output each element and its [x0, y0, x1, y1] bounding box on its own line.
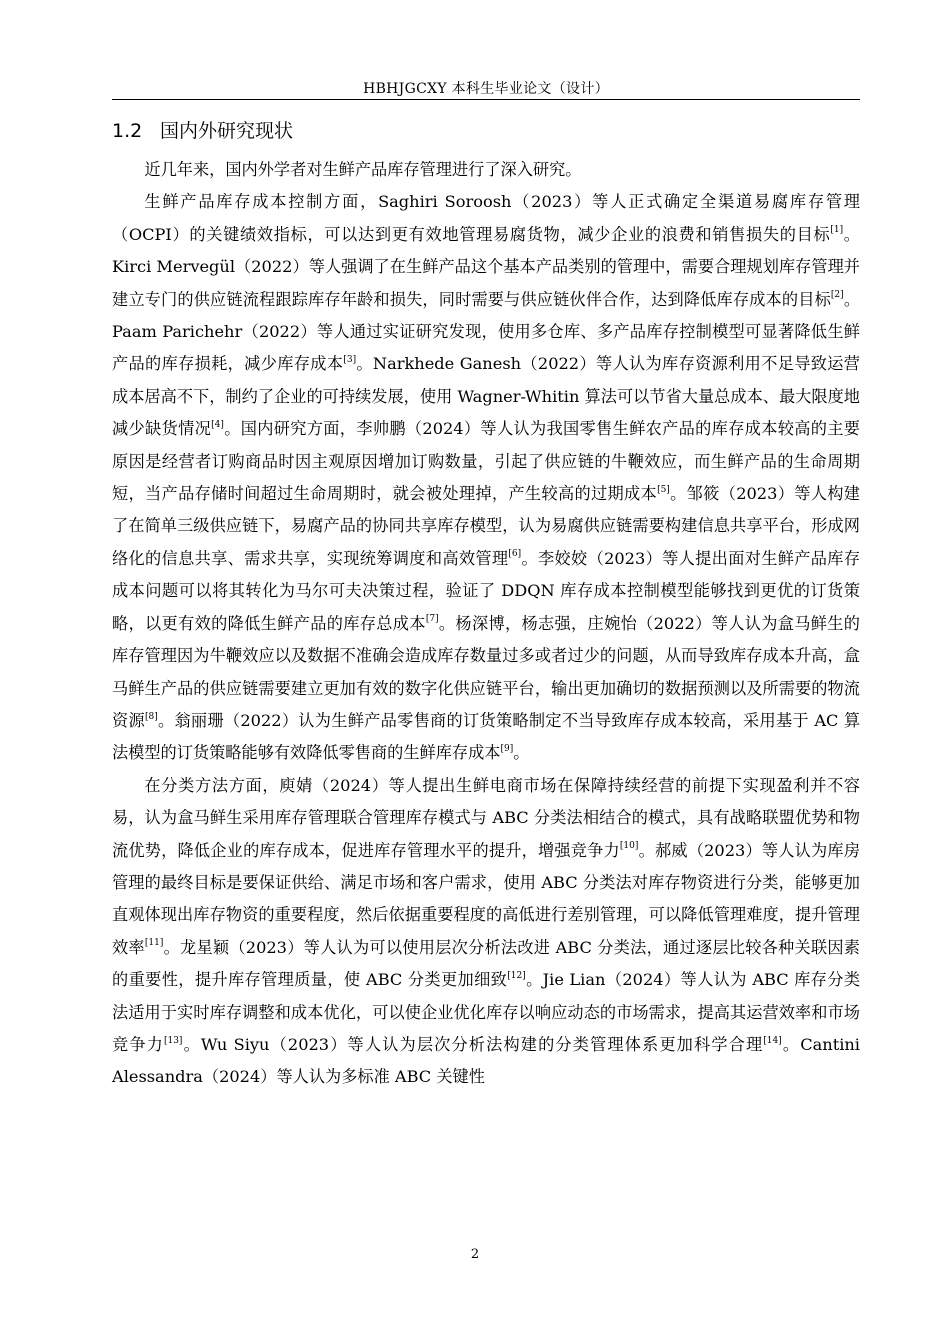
paragraph-text: 。龙星颖（2023）等人认为可以使用层次分析法改进 ABC 分类法，通过逐层比较各种关联因素的重要性，提升库存管理质量，使 ABC 分类更加细致 [112, 937, 860, 990]
citation-superscript: [5] [657, 484, 670, 495]
citation-superscript: [4] [211, 419, 224, 430]
body-text [112, 154, 860, 1094]
paragraph-text: 。Narkhede Ganesh（2022）等人认为库存资源利用不足导致运营成本居高不下，制约了企业的可持续发展，使用 Wagner-Whitin 算法可以节省大量总成本、最大限度地减少缺货情况 [112, 354, 860, 439]
paragraph-text: 。 [513, 743, 530, 763]
paragraph-text: 在分类方法方面，庾婧（2024）等人提出生鲜电商市场在保障持续经营的前提下实现盈利并不容易，认为盒马鲜生采用库存管理联合管理库存模式与 ABC 分类法相结合的模式，具有战略联盟优势和物流优势，降低企业的库存成本，促进库存管理水平的提升，增强竞争力 [112, 775, 860, 860]
paragraph-text: 。郝威（2023）等人认为库房管理的最终目标是要保证供给、满足市场和客户需求，使用 ABC 分类法对库存物资进行分类，能够更加直观体现出库存物资的重要程度，然后依据重要程度的高低进行差别管理，可以降低管理难度，提升管理效率 [112, 840, 861, 957]
citation-superscript: [9] [500, 743, 514, 754]
paragraph-text: 。Jie Lian（2024）等人认为 ABC 库存分类法适用于实时库存调整和成本优化，可以使企业优化库存以响应动态的市场需求，提高其运营效率和市场竞争力 [112, 970, 861, 1054]
citation-superscript: [12] [507, 970, 526, 981]
citation-superscript: [14] [763, 1035, 782, 1046]
citation-superscript: [6] [508, 549, 522, 560]
paragraph-text: 。Wu Siyu（2023）等人认为层次分析法构建的分类管理体系更加科学合理 [182, 1034, 764, 1054]
paragraph-text: 。翁丽珊（2022）认为生鲜产品零售商的订货策略制定不当导致库存成本较高，采用基于 AC 算法模型的订货策略能够有效降低零售商的生鲜库存成本 [112, 710, 861, 763]
paragraph-text: 。Cantini Alessandra（2024）等人认为多标准 ABC 关键性 [112, 1034, 860, 1087]
paragraph-text: 。邹筱（2023）等人构建了在简单三级供应链下，易腐产品的协同共享库存模型，认为易腐供应链需要构建信息共享平台，形成网络化的信息共享、需求共享，实现统筹调度和高效管理 [112, 484, 860, 568]
paragraph-text: 生鲜产品库存成本控制方面，Saghiri Soroosh（2023）等人正式确定全渠道易腐库存管理（OCPI）的关键绩效指标，可以达到更有效地管理易腐货物，减少企业的浪费和销售损失的目标 [112, 192, 860, 244]
paragraph [112, 770, 860, 1094]
section-title: 国内外研究现状 [160, 120, 294, 142]
section-number: 1.2 [112, 120, 143, 142]
citation-superscript: [2] [830, 290, 844, 301]
citation-superscript: [3] [343, 355, 357, 366]
paragraph-text: 。Kirci Mervegül（2022）等人强调了在生鲜产品这个基本产品类别的管理中，需要合理规划库存管理并建立专门的供应链流程跟踪库存年龄和损失，同时需要与供应链伙伴合作，达到降低库存成本的目标 [112, 224, 860, 309]
citation-superscript: [11] [144, 938, 164, 949]
citation-superscript: [8] [144, 711, 158, 722]
section-heading [112, 116, 293, 143]
paragraph [112, 154, 860, 186]
page-header: HBHJGCXY 本科生毕业论文（设计） [363, 81, 609, 97]
citation-superscript: [13] [163, 1035, 183, 1046]
page-number: 2 [470, 1247, 480, 1262]
paragraph-text: 。Paam Parichehr（2022）等人通过实证研究发现，使用多仓库、多产品库存控制模型可显著降低生鲜产品的库存损耗，减少库存成本 [112, 289, 861, 374]
citation-superscript: [7] [425, 614, 439, 625]
citation-superscript: [10] [619, 841, 639, 852]
header-rule [112, 99, 860, 100]
paragraph-text: 近几年来，国内外学者对生鲜产品库存管理进行了深入研究。 [144, 160, 582, 179]
paragraph-text: 。李姣姣（2023）等人提出面对生鲜产品库存成本问题可以将其转化为马尔可夫决策过程，验证了 DDQN 库存成本控制模型能够找到更优的订货策略，以更有效的降低生鲜产品的库存总成本 [112, 548, 861, 633]
citation-superscript: [1] [830, 225, 844, 236]
paragraph [112, 186, 860, 769]
paragraph-text: 。国内研究方面，李帅鹏（2024）等人认为我国零售生鲜农产品的库存成本较高的主要原因是经营者订购商品时因主观原因增加订购数量，引起了供应链的牛鞭效应，而生鲜产品的生命周期短，当产品存储时间超过生命周期时，就会被处理掉，产生较高的过期成本 [112, 419, 860, 504]
paragraph-text: 。杨深博，杨志强，庄婉怡（2022）等人认为盒马鲜生的库存管理因为牛鞭效应以及数据不准确会造成库存数量过多或者过少的问题，从而导致库存成本升高，盒马鲜生产品的供应链需要建立更加有效的数字化供应链平台，输出更加确切的数据预测以及所需要的物流资源 [112, 613, 860, 730]
